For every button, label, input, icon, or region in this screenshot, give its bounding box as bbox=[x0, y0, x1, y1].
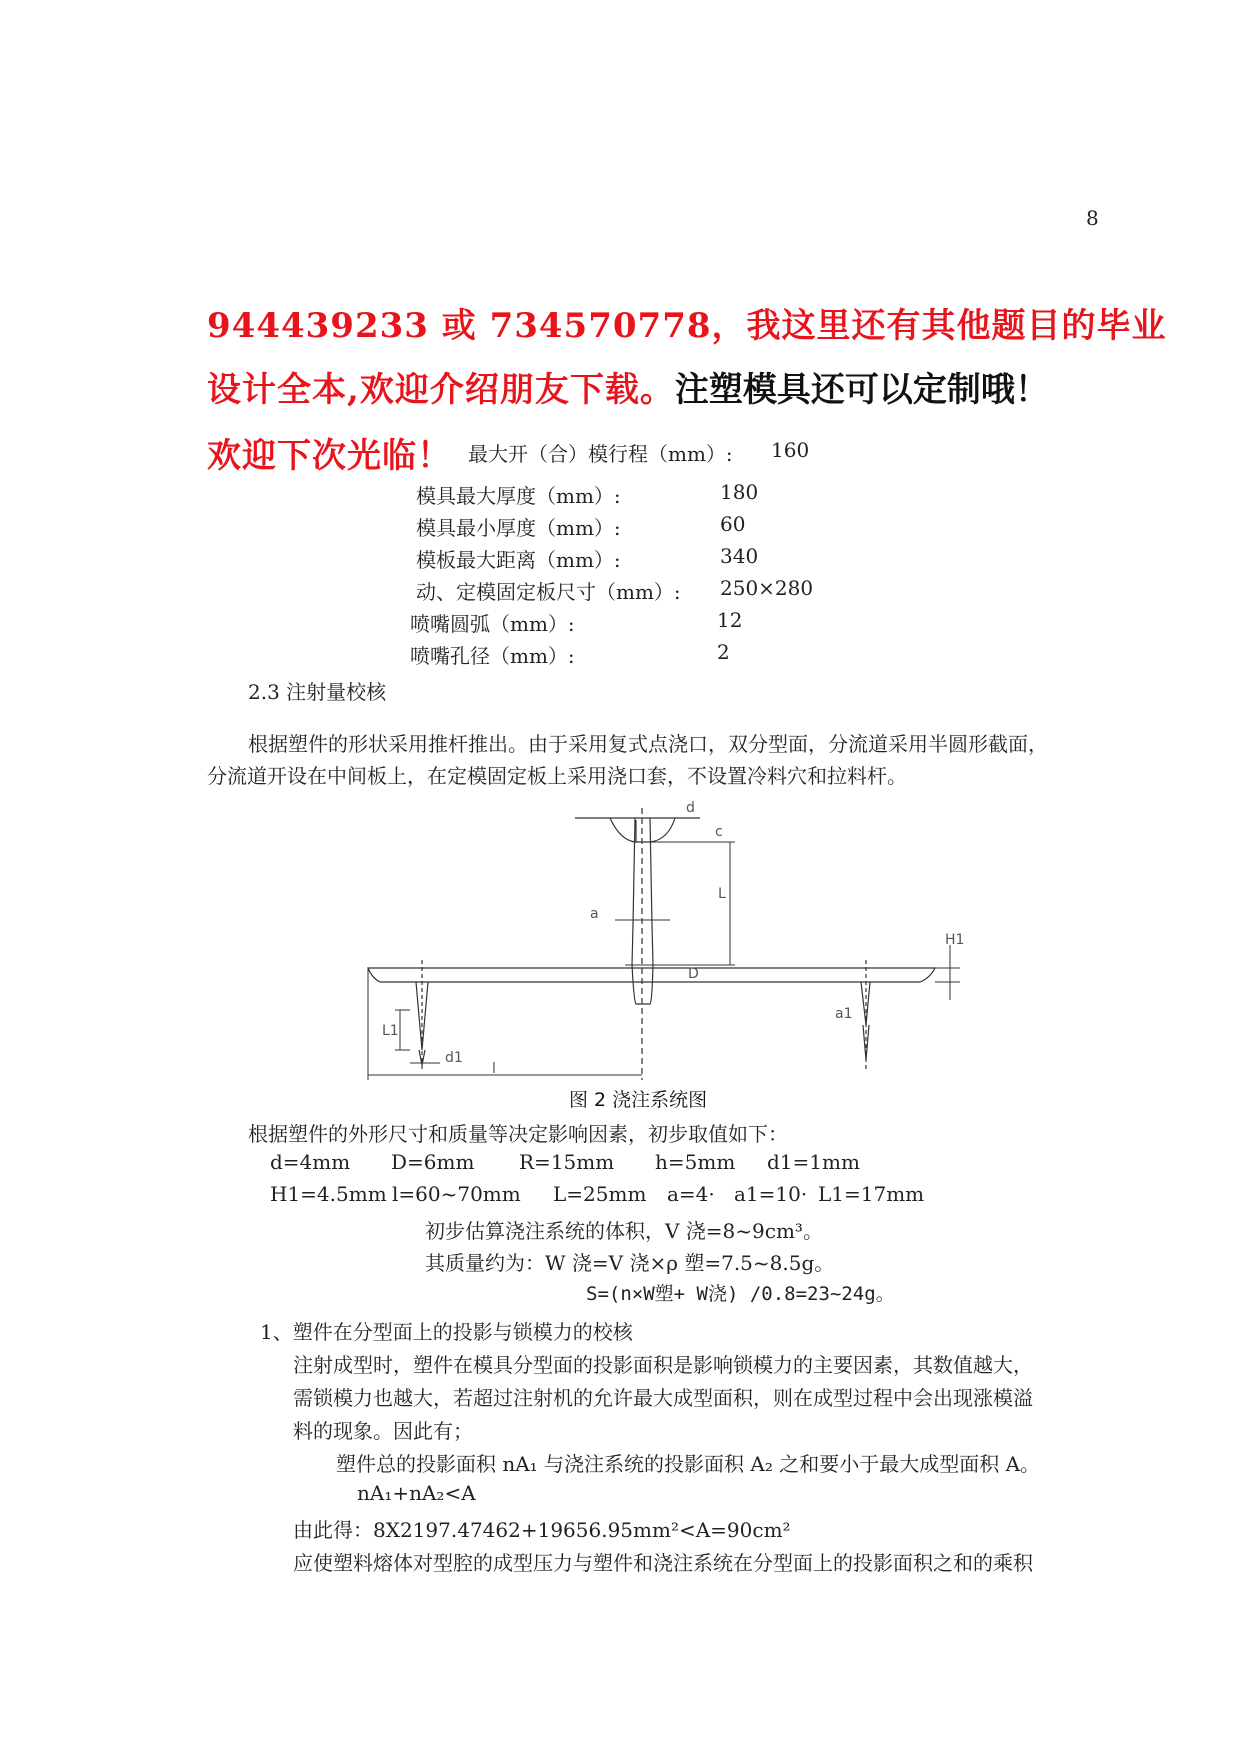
param-value: 2 bbox=[717, 640, 730, 664]
value-d1: d1=1mm bbox=[767, 1150, 860, 1174]
item1-title: 1、塑件在分型面上的投影与锁模力的校核 bbox=[260, 1320, 633, 1344]
dim-label-H1: H1 bbox=[945, 932, 965, 948]
dim-label-l: l bbox=[492, 1061, 496, 1077]
value-l: l=60~70mm bbox=[392, 1182, 521, 1206]
item1-p3: 料的现象。因此有； bbox=[293, 1419, 473, 1443]
mass-line: 其质量约为：W 浇=V 浇×ρ 塑=7.5~8.5g。 bbox=[425, 1251, 835, 1275]
figure-caption: 图 2 浇注系统图 bbox=[569, 1089, 708, 1111]
param-label: 最大开（合）模行程（mm）: bbox=[468, 442, 733, 466]
param-value: 340 bbox=[720, 544, 759, 568]
item1-result: 由此得：8X2197.47462+19656.95mm²<A=90cm² bbox=[293, 1518, 791, 1542]
dim-label-L1: L1 bbox=[382, 1023, 399, 1039]
item1-p4: 塑件总的投影面积 nA₁ 与浇注系统的投影面积 A₂ 之和要小于最大成型面积 A。 bbox=[336, 1452, 1041, 1476]
value-d: d=4mm bbox=[270, 1150, 351, 1174]
param-value: 160 bbox=[771, 438, 810, 462]
value-a: a=4· bbox=[667, 1182, 715, 1206]
param-label: 模具最小厚度（mm）: bbox=[416, 516, 621, 540]
para1-line1: 根据塑件的形状采用推杆推出。由于采用复式点浇口，双分型面，分流道采用半圆形截面， bbox=[248, 732, 1048, 756]
ad-line-2-black: 注塑模具还可以定制哦！ bbox=[674, 370, 1049, 410]
value-a1: a1=10· bbox=[734, 1182, 808, 1206]
param-label: 喷嘴孔径（mm）: bbox=[410, 644, 575, 668]
dim-label-d1: d1 bbox=[445, 1050, 463, 1066]
ad-line-3: 欢迎下次光临！ bbox=[207, 436, 452, 476]
s-line: S=(n×W塑+ W浇) /0.8=23~24g。 bbox=[586, 1283, 895, 1305]
param-value: 60 bbox=[720, 512, 746, 536]
param-value: 12 bbox=[717, 608, 743, 632]
dim-label-d: d bbox=[686, 800, 695, 816]
item1-formula: nA₁+nA₂<A bbox=[357, 1481, 476, 1505]
param-label: 喷嘴圆弧（mm）: bbox=[410, 612, 575, 636]
dim-label-D: D bbox=[688, 966, 699, 982]
value-R: R=15mm bbox=[519, 1150, 615, 1174]
para1-line2: 分流道开设在中间板上，在定模固定板上采用浇口套，不设置冷料穴和拉料杆。 bbox=[207, 764, 907, 788]
param-label: 模具最大厚度（mm）: bbox=[416, 484, 621, 508]
param-value: 180 bbox=[720, 480, 759, 504]
value-L1: L1=17mm bbox=[818, 1182, 925, 1206]
section-heading: 2.3 注射量校核 bbox=[248, 680, 387, 704]
item1-p1: 注射成型时，塑件在模具分型面的投影面积是影响锁模力的主要因素，其数值越大， bbox=[293, 1353, 1033, 1377]
param-label: 模板最大距离（mm）: bbox=[416, 548, 621, 572]
volume-line: 初步估算浇注系统的体积，V 浇=8~9cm³。 bbox=[425, 1219, 823, 1243]
item1-p2: 需锁模力也越大，若超过注射机的允许最大成型面积，则在成型过程中会出现涨模溢 bbox=[293, 1386, 1033, 1410]
value-D: D=6mm bbox=[391, 1150, 475, 1174]
value-L: L=25mm bbox=[553, 1182, 647, 1206]
dim-label-c: c bbox=[715, 824, 723, 840]
value-h: h=5mm bbox=[655, 1150, 736, 1174]
ad-line-2-red: 设计全本,欢迎介绍朋友下载。 bbox=[207, 370, 675, 410]
item1-last: 应使塑料熔体对型腔的成型压力与塑件和浇注系统在分型面上的投影面积之和的乘积 bbox=[293, 1551, 1033, 1575]
ad-line-1: 944439233 或 734570778，我这里还有其他题目的毕业 bbox=[207, 306, 1167, 346]
page-number: 8 bbox=[1086, 206, 1099, 230]
dim-label-L: L bbox=[718, 886, 726, 902]
dim-label-a1: a1 bbox=[835, 1006, 853, 1022]
param-value: 250×280 bbox=[720, 576, 814, 600]
value-H1: H1=4.5mm bbox=[270, 1182, 387, 1206]
param-label: 动、定模固定板尺寸（mm）: bbox=[416, 580, 681, 604]
dim-label-a: a bbox=[590, 906, 599, 922]
para2: 根据塑件的外形尺寸和质量等决定影响因素，初步取值如下： bbox=[248, 1122, 788, 1146]
